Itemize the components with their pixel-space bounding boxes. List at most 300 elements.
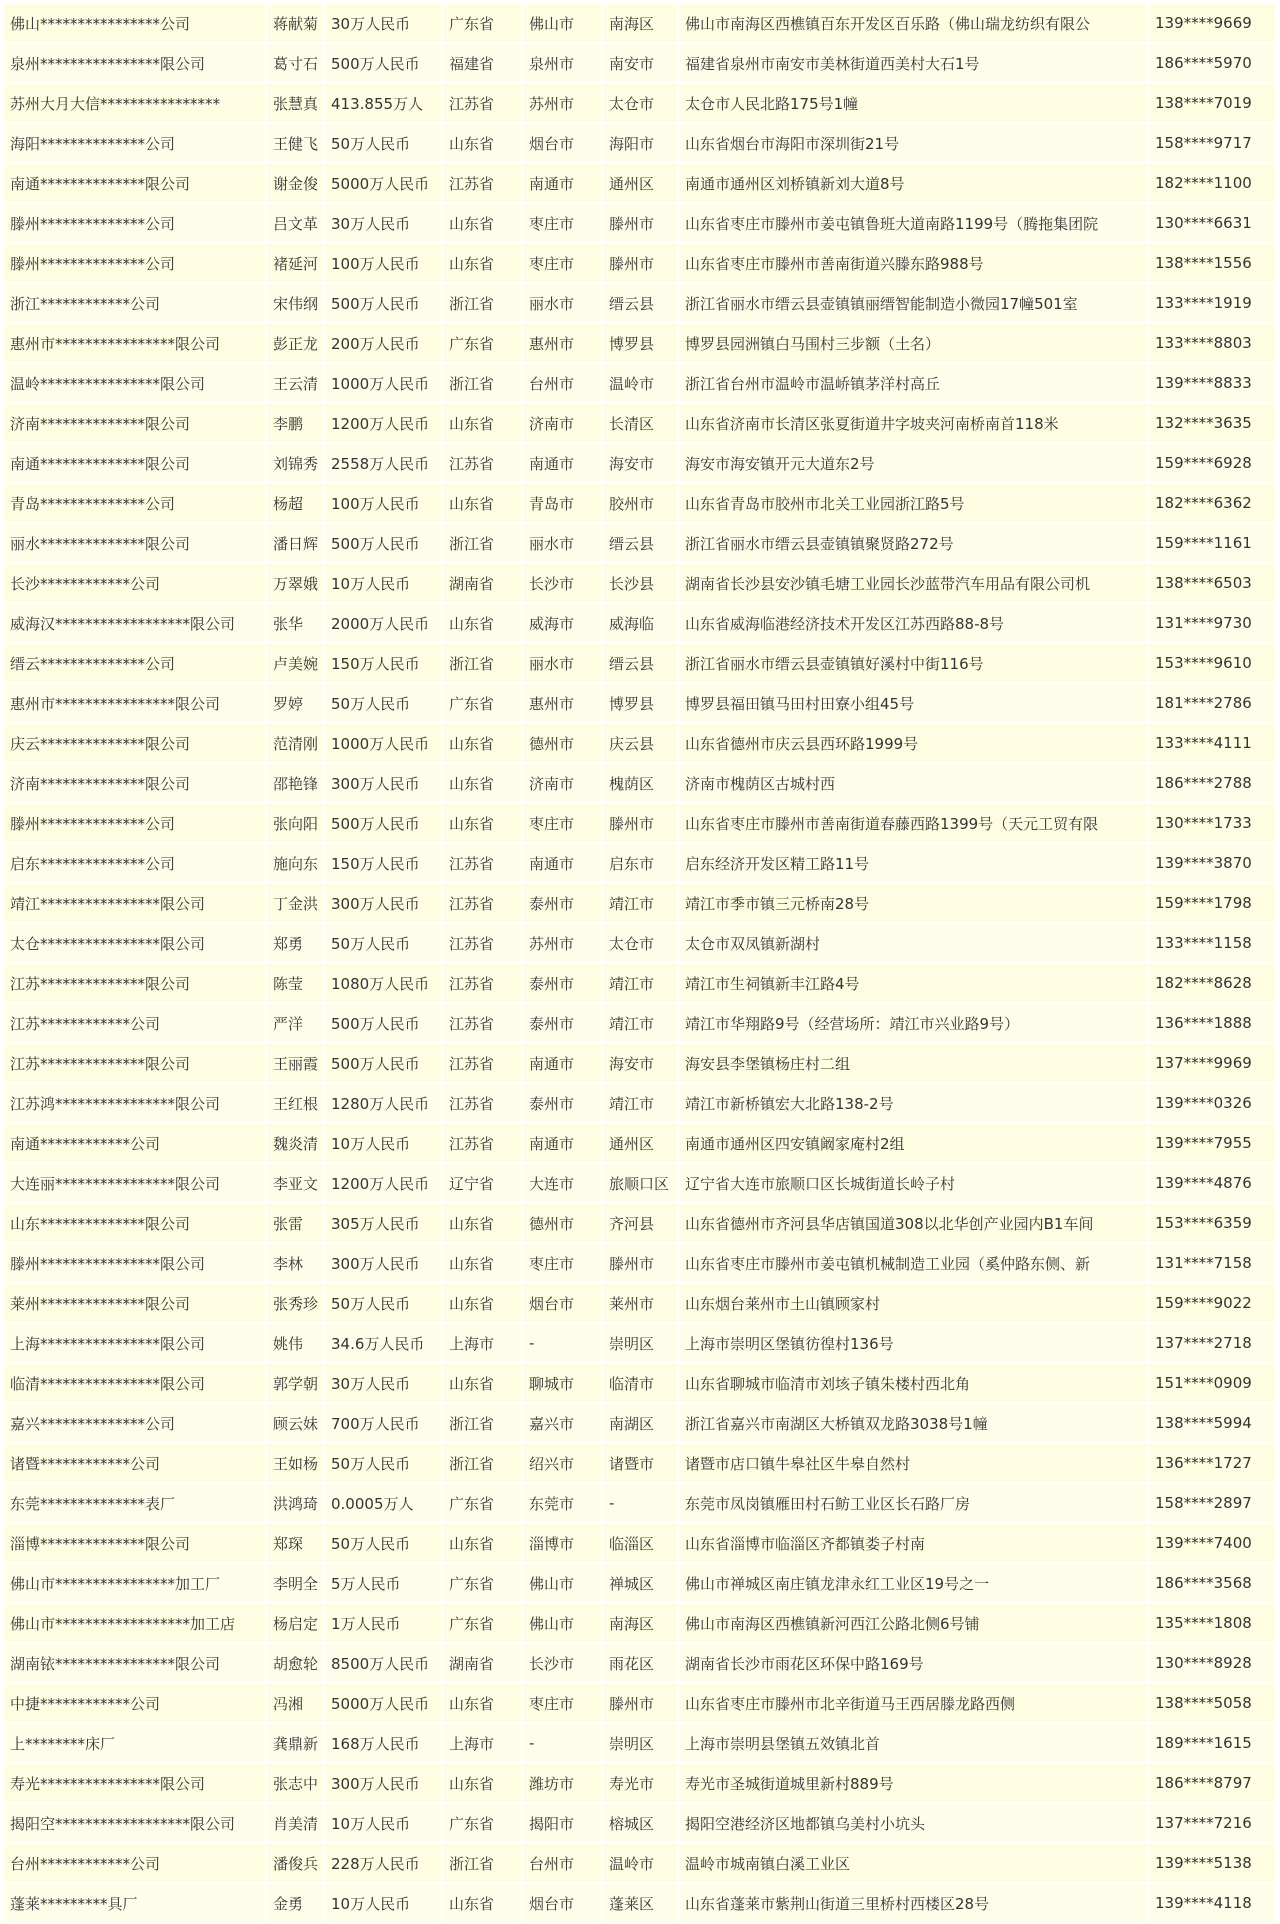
province-cell: 江苏省 — [442, 883, 522, 923]
registered-capital-cell: 1280万人民币 — [324, 1083, 442, 1123]
address-cell: 靖江市季市镇三元桥南28号 — [678, 883, 1148, 923]
province-cell: 浙江省 — [442, 523, 522, 563]
table-row — [4, 923, 1276, 963]
table-row — [4, 1363, 1276, 1403]
company-name-cell: 温岭****************限公司 — [4, 363, 266, 403]
contact-name-cell: 王云清 — [266, 363, 324, 403]
address-cell: 揭阳空港经济区地都镇乌美村小坑头 — [678, 1803, 1148, 1843]
registered-capital-cell: 0.0005万人 — [324, 1483, 442, 1523]
province-cell: 江苏省 — [442, 443, 522, 483]
table-row — [4, 1443, 1276, 1483]
table-row — [4, 1683, 1276, 1723]
phone-cell: 186****3568 — [1148, 1563, 1276, 1603]
address-cell: 湖南省长沙县安沙镇毛塘工业园长沙蓝带汽车用品有限公司机 — [678, 563, 1148, 603]
company-name-cell: 上海****************限公司 — [4, 1323, 266, 1363]
phone-cell: 138****6503 — [1148, 563, 1276, 603]
district-cell: 莱州市 — [602, 1283, 678, 1323]
registered-capital-cell: 50万人民币 — [324, 1443, 442, 1483]
province-cell: 山东省 — [442, 1883, 522, 1923]
city-cell: 长沙市 — [522, 1643, 602, 1683]
phone-cell: 133****8803 — [1148, 323, 1276, 363]
address-cell: 博罗县园洲镇白马围村三步额（土名） — [678, 323, 1148, 363]
city-cell: 枣庄市 — [522, 203, 602, 243]
address-cell: 山东省蓬莱市紫荆山街道三里桥村西楼区28号 — [678, 1883, 1148, 1923]
registered-capital-cell: 1200万人民币 — [324, 403, 442, 443]
contact-name-cell: 葛寸石 — [266, 43, 324, 83]
province-cell: 江苏省 — [442, 163, 522, 203]
company-name-cell: 济南**************限公司 — [4, 763, 266, 803]
phone-cell: 186****8797 — [1148, 1763, 1276, 1803]
phone-cell: 182****8628 — [1148, 963, 1276, 1003]
registered-capital-cell: 1万人民币 — [324, 1603, 442, 1643]
table-row — [4, 163, 1276, 203]
table-row — [4, 1603, 1276, 1643]
company-name-cell: 江苏**************限公司 — [4, 1043, 266, 1083]
address-cell: 福建省泉州市南安市美林街道西美村大石1号 — [678, 43, 1148, 83]
registered-capital-cell: 8500万人民币 — [324, 1643, 442, 1683]
district-cell: 临清市 — [602, 1363, 678, 1403]
phone-cell: 139****9669 — [1148, 4, 1276, 43]
phone-cell: 159****1161 — [1148, 523, 1276, 563]
company-name-cell: 浙江************公司 — [4, 283, 266, 323]
address-cell: 浙江省台州市温岭市温峤镇茅洋村高丘 — [678, 363, 1148, 403]
province-cell: 江苏省 — [442, 923, 522, 963]
table-row — [4, 763, 1276, 803]
phone-cell: 130****8928 — [1148, 1643, 1276, 1683]
table-row — [4, 643, 1276, 683]
company-name-cell: 惠州市****************限公司 — [4, 323, 266, 363]
city-cell: 丽水市 — [522, 523, 602, 563]
table-row — [4, 883, 1276, 923]
province-cell: 上海市 — [442, 1723, 522, 1763]
company-name-cell: 缙云**************公司 — [4, 643, 266, 683]
company-name-cell: 临清****************限公司 — [4, 1363, 266, 1403]
contact-name-cell: 肖美清 — [266, 1803, 324, 1843]
province-cell: 山东省 — [442, 763, 522, 803]
city-cell: 南通市 — [522, 1123, 602, 1163]
table-row — [4, 803, 1276, 843]
city-cell: 济南市 — [522, 763, 602, 803]
city-cell: 青岛市 — [522, 483, 602, 523]
city-cell: 佛山市 — [522, 1563, 602, 1603]
contact-name-cell: 张雷 — [266, 1203, 324, 1243]
district-cell: 蓬莱区 — [602, 1883, 678, 1923]
registered-capital-cell: 2558万人民币 — [324, 443, 442, 483]
registered-capital-cell: 50万人民币 — [324, 123, 442, 163]
province-cell: 江苏省 — [442, 1003, 522, 1043]
phone-cell: 136****1727 — [1148, 1443, 1276, 1483]
province-cell: 广东省 — [442, 683, 522, 723]
table-row — [4, 1163, 1276, 1203]
district-cell: 齐河县 — [602, 1203, 678, 1243]
address-cell: 湖南省长沙市雨花区环保中路169号 — [678, 1643, 1148, 1683]
district-cell: 南海区 — [602, 1603, 678, 1643]
contact-name-cell: 潘俊兵 — [266, 1843, 324, 1883]
city-cell: 惠州市 — [522, 683, 602, 723]
phone-cell: 182****1100 — [1148, 163, 1276, 203]
table-row — [4, 1323, 1276, 1363]
contact-name-cell: 洪鸿琦 — [266, 1483, 324, 1523]
registered-capital-cell: 228万人民币 — [324, 1843, 442, 1883]
province-cell: 山东省 — [442, 483, 522, 523]
province-cell: 山东省 — [442, 123, 522, 163]
district-cell: 启东市 — [602, 843, 678, 883]
city-cell: 丽水市 — [522, 283, 602, 323]
city-cell: 威海市 — [522, 603, 602, 643]
address-cell: 山东省济南市长清区张夏街道井字坡夹河南桥南首118米 — [678, 403, 1148, 443]
province-cell: 山东省 — [442, 403, 522, 443]
district-cell: 槐荫区 — [602, 763, 678, 803]
registered-capital-cell: 305万人民币 — [324, 1203, 442, 1243]
contact-name-cell: 王健飞 — [266, 123, 324, 163]
contact-name-cell: 张秀珍 — [266, 1283, 324, 1323]
city-cell: 烟台市 — [522, 1283, 602, 1323]
city-cell: 丽水市 — [522, 643, 602, 683]
district-cell: 寿光市 — [602, 1763, 678, 1803]
company-name-cell: 中捷************公司 — [4, 1683, 266, 1723]
province-cell: 广东省 — [442, 1603, 522, 1643]
phone-cell: 153****6359 — [1148, 1203, 1276, 1243]
registered-capital-cell: 10万人民币 — [324, 1883, 442, 1923]
address-cell: 海安市海安镇开元大道东2号 — [678, 443, 1148, 483]
table-row — [4, 1043, 1276, 1083]
contact-name-cell: 杨启定 — [266, 1603, 324, 1643]
table-row — [4, 243, 1276, 283]
city-cell: 烟台市 — [522, 1883, 602, 1923]
contact-name-cell: 张志中 — [266, 1763, 324, 1803]
registered-capital-cell: 10万人民币 — [324, 1123, 442, 1163]
contact-name-cell: 严洋 — [266, 1003, 324, 1043]
address-cell: 山东省枣庄市滕州市善南街道兴滕东路988号 — [678, 243, 1148, 283]
district-cell: 太仓市 — [602, 923, 678, 963]
registered-capital-cell: 30万人民币 — [324, 203, 442, 243]
contact-name-cell: 李亚文 — [266, 1163, 324, 1203]
city-cell: 德州市 — [522, 1203, 602, 1243]
contact-name-cell: 陈莹 — [266, 963, 324, 1003]
company-name-cell: 南通**************限公司 — [4, 163, 266, 203]
city-cell: 东莞市 — [522, 1483, 602, 1523]
contact-name-cell: 吕文革 — [266, 203, 324, 243]
contact-name-cell: 宋伟纲 — [266, 283, 324, 323]
company-name-cell: 太仓****************限公司 — [4, 923, 266, 963]
province-cell: 浙江省 — [442, 363, 522, 403]
contact-name-cell: 罗婷 — [266, 683, 324, 723]
district-cell: 靖江市 — [602, 883, 678, 923]
registered-capital-cell: 700万人民币 — [324, 1403, 442, 1443]
registered-capital-cell: 100万人民币 — [324, 483, 442, 523]
district-cell: 博罗县 — [602, 323, 678, 363]
address-cell: 南通市通州区刘桥镇新刘大道8号 — [678, 163, 1148, 203]
contact-name-cell: 胡愈轮 — [266, 1643, 324, 1683]
district-cell: 威海临 — [602, 603, 678, 643]
province-cell: 山东省 — [442, 1363, 522, 1403]
registered-capital-cell: 300万人民币 — [324, 1243, 442, 1283]
table-row — [4, 1723, 1276, 1763]
city-cell: 南通市 — [522, 843, 602, 883]
phone-cell: 133****1158 — [1148, 923, 1276, 963]
contact-name-cell: 郑勇 — [266, 923, 324, 963]
company-name-cell: 长沙************公司 — [4, 563, 266, 603]
company-name-cell: 威海汉******************限公司 — [4, 603, 266, 643]
province-cell: 江苏省 — [442, 1043, 522, 1083]
province-cell: 山东省 — [442, 1523, 522, 1563]
company-rows — [4, 4, 1276, 1923]
registered-capital-cell: 413.855万人 — [324, 83, 442, 123]
city-cell: 台州市 — [522, 363, 602, 403]
province-cell: 广东省 — [442, 1803, 522, 1843]
table-row — [4, 1003, 1276, 1043]
registered-capital-cell: 1080万人民币 — [324, 963, 442, 1003]
province-cell: 江苏省 — [442, 843, 522, 883]
province-cell: 江苏省 — [442, 1083, 522, 1123]
phone-cell: 158****2897 — [1148, 1483, 1276, 1523]
phone-cell: 138****1556 — [1148, 243, 1276, 283]
city-cell: 潍坊市 — [522, 1763, 602, 1803]
company-name-cell: 济南**************限公司 — [4, 403, 266, 443]
contact-name-cell: 张慧真 — [266, 83, 324, 123]
phone-cell: 189****1615 — [1148, 1723, 1276, 1763]
registered-capital-cell: 300万人民币 — [324, 763, 442, 803]
contact-name-cell: 彭正龙 — [266, 323, 324, 363]
district-cell: 临淄区 — [602, 1523, 678, 1563]
city-cell: 枣庄市 — [522, 1243, 602, 1283]
address-cell: 浙江省嘉兴市南湖区大桥镇双龙路3038号1幢 — [678, 1403, 1148, 1443]
address-cell: 山东省淄博市临淄区齐都镇娄子村南 — [678, 1523, 1148, 1563]
address-cell: 山东省德州市庆云县西环路1999号 — [678, 723, 1148, 763]
registered-capital-cell: 300万人民币 — [324, 883, 442, 923]
district-cell: 滕州市 — [602, 203, 678, 243]
registered-capital-cell: 5000万人民币 — [324, 1683, 442, 1723]
district-cell: 崇明区 — [602, 1323, 678, 1363]
company-name-cell: 诸暨************公司 — [4, 1443, 266, 1483]
address-cell: 靖江市生祠镇新丰江路4号 — [678, 963, 1148, 1003]
province-cell: 江苏省 — [442, 1123, 522, 1163]
phone-cell: 130****1733 — [1148, 803, 1276, 843]
city-cell: 泰州市 — [522, 1003, 602, 1043]
province-cell: 山东省 — [442, 1683, 522, 1723]
registered-capital-cell: 150万人民币 — [324, 843, 442, 883]
province-cell: 浙江省 — [442, 643, 522, 683]
district-cell: 通州区 — [602, 1123, 678, 1163]
company-name-cell: 南通**************限公司 — [4, 443, 266, 483]
phone-cell: 159****6928 — [1148, 443, 1276, 483]
phone-cell: 159****1798 — [1148, 883, 1276, 923]
company-name-cell: 山东**************限公司 — [4, 1203, 266, 1243]
city-cell: 德州市 — [522, 723, 602, 763]
district-cell: 崇明区 — [602, 1723, 678, 1763]
phone-cell: 133****1919 — [1148, 283, 1276, 323]
province-cell: 山东省 — [442, 1243, 522, 1283]
contact-name-cell: 金勇 — [266, 1883, 324, 1923]
table-row — [4, 1243, 1276, 1283]
province-cell: 浙江省 — [442, 283, 522, 323]
district-cell: 缙云县 — [602, 523, 678, 563]
address-cell: 海安县李堡镇杨庄村二组 — [678, 1043, 1148, 1083]
district-cell: 温岭市 — [602, 1843, 678, 1883]
contact-name-cell: 刘锦秀 — [266, 443, 324, 483]
city-cell: 泰州市 — [522, 1083, 602, 1123]
province-cell: 湖南省 — [442, 563, 522, 603]
table-row — [4, 1883, 1276, 1923]
district-cell: 靖江市 — [602, 963, 678, 1003]
company-name-cell: 靖江****************限公司 — [4, 883, 266, 923]
district-cell: 南海区 — [602, 4, 678, 43]
province-cell: 浙江省 — [442, 1403, 522, 1443]
table-row — [4, 43, 1276, 83]
city-cell: 绍兴市 — [522, 1443, 602, 1483]
address-cell: 东莞市凤岗镇雁田村石鲂工业区长石路厂房 — [678, 1483, 1148, 1523]
table-row — [4, 1123, 1276, 1163]
table-row — [4, 1203, 1276, 1243]
table-row — [4, 1803, 1276, 1843]
district-cell: 温岭市 — [602, 363, 678, 403]
registered-capital-cell: 10万人民币 — [324, 1803, 442, 1843]
company-name-cell: 庆云**************限公司 — [4, 723, 266, 763]
city-cell: 枣庄市 — [522, 1683, 602, 1723]
contact-name-cell: 褚延河 — [266, 243, 324, 283]
phone-cell: 131****9730 — [1148, 603, 1276, 643]
address-cell: 佛山市南海区西樵镇百东开发区百乐路（佛山瑞龙纺织有限公 — [678, 4, 1148, 43]
contact-name-cell: 王丽霞 — [266, 1043, 324, 1083]
contact-name-cell: 顾云妹 — [266, 1403, 324, 1443]
province-cell: 福建省 — [442, 43, 522, 83]
company-name-cell: 青岛**************公司 — [4, 483, 266, 523]
company-name-cell: 滕州****************限公司 — [4, 1243, 266, 1283]
table-row — [4, 1643, 1276, 1683]
company-name-cell: 大连丽****************限公司 — [4, 1163, 266, 1203]
province-cell: 湖南省 — [442, 1643, 522, 1683]
contact-name-cell: 郑琛 — [266, 1523, 324, 1563]
city-cell: 烟台市 — [522, 123, 602, 163]
district-cell: 太仓市 — [602, 83, 678, 123]
district-cell: 旅顺口区 — [602, 1163, 678, 1203]
district-cell: 滕州市 — [602, 1683, 678, 1723]
phone-cell: 139****3870 — [1148, 843, 1276, 883]
address-cell: 启东经济开发区精工路11号 — [678, 843, 1148, 883]
phone-cell: 130****6631 — [1148, 203, 1276, 243]
city-cell: 泰州市 — [522, 963, 602, 1003]
address-cell: 山东省德州市齐河县华店镇国道308以北华创产业园内B1车间 — [678, 1203, 1148, 1243]
registered-capital-cell: 10万人民币 — [324, 563, 442, 603]
address-cell: 辽宁省大连市旅顺口区长城街道长岭子村 — [678, 1163, 1148, 1203]
contact-name-cell: 冯湘 — [266, 1683, 324, 1723]
registered-capital-cell: 500万人民币 — [324, 523, 442, 563]
phone-cell: 139****4118 — [1148, 1883, 1276, 1923]
city-cell: 嘉兴市 — [522, 1403, 602, 1443]
address-cell: 太仓市人民北路175号1幢 — [678, 83, 1148, 123]
address-cell: 南通市通州区四安镇阚家庵村2组 — [678, 1123, 1148, 1163]
registered-capital-cell: 500万人民币 — [324, 803, 442, 843]
district-cell: 滕州市 — [602, 243, 678, 283]
address-cell: 佛山市禅城区南庄镇龙津永红工业区19号之一 — [678, 1563, 1148, 1603]
city-cell: 南通市 — [522, 1043, 602, 1083]
table-row — [4, 603, 1276, 643]
district-cell: 胶州市 — [602, 483, 678, 523]
company-name-cell: 台州************公司 — [4, 1843, 266, 1883]
city-cell: 南通市 — [522, 443, 602, 483]
phone-cell: 181****2786 — [1148, 683, 1276, 723]
contact-name-cell: 张向阳 — [266, 803, 324, 843]
phone-cell: 139****4876 — [1148, 1163, 1276, 1203]
phone-cell: 186****5970 — [1148, 43, 1276, 83]
phone-cell: 139****7400 — [1148, 1523, 1276, 1563]
registered-capital-cell: 200万人民币 — [324, 323, 442, 363]
company-name-cell: 寿光****************限公司 — [4, 1763, 266, 1803]
contact-name-cell: 魏炎清 — [266, 1123, 324, 1163]
district-cell: 诸暨市 — [602, 1443, 678, 1483]
phone-cell: 131****7158 — [1148, 1243, 1276, 1283]
table-row — [4, 1403, 1276, 1443]
district-cell: 长清区 — [602, 403, 678, 443]
district-cell: 禅城区 — [602, 1563, 678, 1603]
registered-capital-cell: 30万人民币 — [324, 4, 442, 43]
contact-name-cell: 卢美婉 — [266, 643, 324, 683]
province-cell: 山东省 — [442, 1283, 522, 1323]
address-cell: 靖江市华翔路9号（经营场所：靖江市兴业路9号） — [678, 1003, 1148, 1043]
district-cell: 长沙县 — [602, 563, 678, 603]
table-row — [4, 963, 1276, 1003]
district-cell: 滕州市 — [602, 803, 678, 843]
contact-name-cell: 施向东 — [266, 843, 324, 883]
company-name-cell: 江苏**************限公司 — [4, 963, 266, 1003]
province-cell: 辽宁省 — [442, 1163, 522, 1203]
phone-cell: 153****9610 — [1148, 643, 1276, 683]
city-cell: 济南市 — [522, 403, 602, 443]
district-cell: 通州区 — [602, 163, 678, 203]
contact-name-cell: 杨超 — [266, 483, 324, 523]
city-cell: 苏州市 — [522, 923, 602, 963]
district-cell: 滕州市 — [602, 1243, 678, 1283]
company-name-cell: 江苏鸿****************限公司 — [4, 1083, 266, 1123]
city-cell: 大连市 — [522, 1163, 602, 1203]
contact-name-cell: 王红根 — [266, 1083, 324, 1123]
province-cell: 广东省 — [442, 1563, 522, 1603]
address-cell: 山东省威海临港经济技术开发区江苏西路88-8号 — [678, 603, 1148, 643]
company-name-cell: 启东**************公司 — [4, 843, 266, 883]
province-cell: 山东省 — [442, 243, 522, 283]
contact-name-cell: 丁金洪 — [266, 883, 324, 923]
province-cell: 山东省 — [442, 803, 522, 843]
company-name-cell: 揭阳空******************限公司 — [4, 1803, 266, 1843]
registered-capital-cell: 300万人民币 — [324, 1763, 442, 1803]
registered-capital-cell: 100万人民币 — [324, 243, 442, 283]
province-cell: 山东省 — [442, 1763, 522, 1803]
contact-name-cell: 郭学朝 — [266, 1363, 324, 1403]
table-row — [4, 483, 1276, 523]
phone-cell: 151****0909 — [1148, 1363, 1276, 1403]
company-name-cell: 佛山市******************加工店 — [4, 1603, 266, 1643]
company-name-cell: 上********床厂 — [4, 1723, 266, 1763]
table-row — [4, 203, 1276, 243]
table-row — [4, 1763, 1276, 1803]
phone-cell: 135****1808 — [1148, 1603, 1276, 1643]
contact-name-cell: 李鹏 — [266, 403, 324, 443]
address-cell: 浙江省丽水市缙云县壶镇镇丽缙智能制造小微园17幢501室 — [678, 283, 1148, 323]
registered-capital-cell: 168万人民币 — [324, 1723, 442, 1763]
registered-capital-cell: 1000万人民币 — [324, 723, 442, 763]
district-cell: 南湖区 — [602, 1403, 678, 1443]
district-cell: - — [602, 1483, 678, 1523]
district-cell: 雨花区 — [602, 1643, 678, 1683]
province-cell: 上海市 — [442, 1323, 522, 1363]
table-row — [4, 1523, 1276, 1563]
address-cell: 寿光市圣城街道城里新村889号 — [678, 1763, 1148, 1803]
registered-capital-cell: 500万人民币 — [324, 1003, 442, 1043]
city-cell: 惠州市 — [522, 323, 602, 363]
city-cell: 枣庄市 — [522, 243, 602, 283]
phone-cell: 138****7019 — [1148, 83, 1276, 123]
registered-capital-cell: 30万人民币 — [324, 1363, 442, 1403]
